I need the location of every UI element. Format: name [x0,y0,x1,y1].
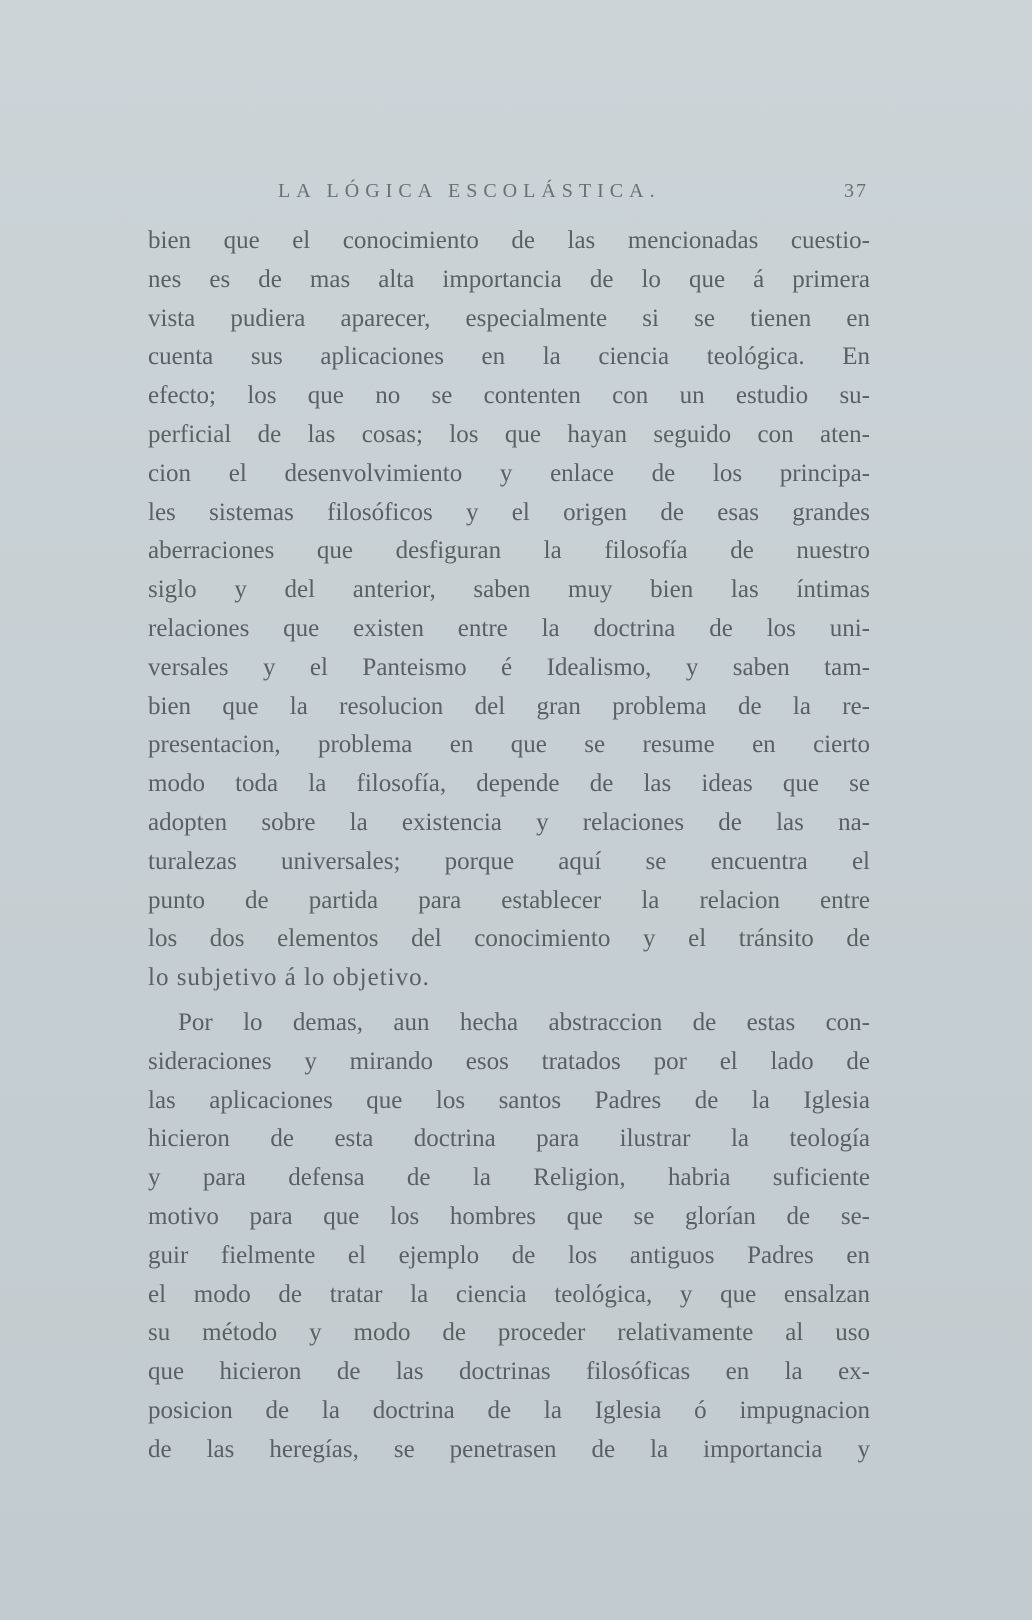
text-line: posicion de la doctrina de la Iglesia ó impugnacion [148,1396,870,1424]
text-line: cion el desenvolvimiento y enlace de los principa- [148,459,870,487]
text-line: el modo de tratar la ciencia teológica, y que ensalzan [148,1280,870,1308]
text-line: nes es de mas alta importancia de lo que á primera [148,265,870,293]
text-line: los dos elementos del conocimiento y el tránsito de [148,925,870,953]
page-number: 37 [844,180,868,202]
body-text [148,222,870,1470]
running-title: LA LÓGICA ESCOLÁSTICA. [278,180,661,202]
text-line: efecto; los que no se contenten con un estudio su- [148,382,870,410]
text-line: sideraciones y mirando esos tratados por el lado de [148,1047,870,1075]
text-line: siglo y del anterior, saben muy bien las íntimas [148,576,870,604]
text-line: les sistemas filosóficos y el origen de esas grandes [148,498,870,526]
text-line: adopten sobre la existencia y relaciones de las na- [148,808,870,836]
text-line: bien que la resolucion del gran problema de la re- [148,692,870,720]
text-line: y para defensa de la Religion, habria suficiente [148,1164,870,1192]
paragraph-2 [148,1004,870,1470]
text-line: presentacion, problema en que se resume en cierto [148,731,870,759]
text-line: guir fielmente el ejemplo de los antiguos Padres en [148,1241,870,1269]
text-line: motivo para que los hombres que se glorían de se- [148,1202,870,1230]
text-line: Por lo demas, aun hecha abstraccion de estas con- [178,1008,870,1036]
text-line: que hicieron de las doctrinas filosóficas en la ex- [148,1358,870,1386]
text-line: las aplicaciones que los santos Padres de la Iglesia [148,1086,870,1114]
text-line: lo subjetivo á lo objetivo. [148,964,430,992]
text-line: perficial de las cosas; los que hayan seguido con aten- [148,420,870,448]
running-head [148,180,868,210]
paragraph-1 [148,222,870,998]
text-line: su método y modo de proceder relativamente al uso [148,1319,870,1347]
text-line: punto de partida para establecer la relacion entre [148,886,870,914]
text-line: bien que el conocimiento de las mencionadas cuestio- [148,227,870,254]
text-line: de las heregías, se penetrasen de la importancia y [148,1435,870,1463]
text-line: turalezas universales; porque aquí se encuentra el [148,847,870,875]
text-line: hicieron de esta doctrina para ilustrar la teología [148,1125,870,1153]
text-line: aberraciones que desfiguran la filosofía de nuestro [148,537,870,565]
text-line: modo toda la filosofía, depende de las ideas que se [148,770,870,798]
text-line: relaciones que existen entre la doctrina de los uni- [148,614,870,642]
text-line: vista pudiera aparecer, especialmente si se tienen en [148,304,870,332]
text-line: cuenta sus aplicaciones en la ciencia teológica. En [148,343,870,371]
text-line: versales y el Panteismo é Idealismo, y saben tam- [148,653,870,681]
